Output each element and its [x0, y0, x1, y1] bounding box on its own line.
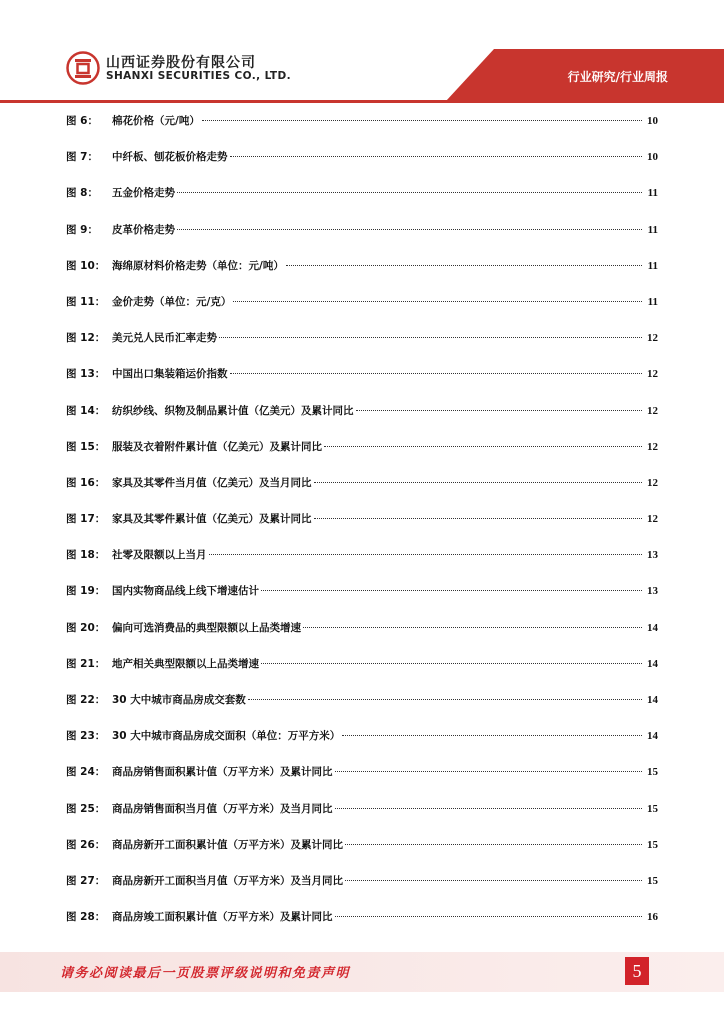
page-header — [0, 0, 724, 104]
toc-entry[interactable] — [66, 837, 658, 873]
toc-entry[interactable] — [66, 403, 658, 439]
toc-figure-number: 图 17： — [66, 513, 106, 526]
toc-entry[interactable] — [66, 258, 658, 294]
toc-entry[interactable] — [66, 801, 658, 837]
company-logo-icon — [66, 51, 100, 85]
toc-entry[interactable] — [66, 728, 658, 764]
toc-page-number: 15 — [647, 766, 658, 779]
toc-figure-title: 社零及限额以上当月 — [112, 549, 207, 562]
toc-dot-leader — [356, 410, 643, 411]
toc-figure-number: 图 22： — [66, 694, 106, 706]
toc-page-number: 12 — [647, 332, 658, 345]
figure-toc-list — [66, 113, 658, 945]
toc-figure-title: 中国出口集装箱运价指数 — [112, 368, 228, 381]
toc-figure-title: 美元兑人民币汇率走势 — [112, 332, 217, 345]
toc-figure-number: 图 8： — [66, 187, 98, 200]
toc-page-number: 14 — [647, 621, 658, 634]
toc-entry[interactable] — [66, 330, 658, 366]
toc-figure-number: 图 24： — [66, 766, 106, 779]
toc-page-number: 11 — [647, 187, 658, 200]
toc-figure-title: 海绵原材料价格走势（单位：元/吨） — [112, 259, 284, 272]
toc-page-number: 13 — [647, 585, 658, 598]
toc-figure-title: 地产相关典型限额以上品类增速 — [112, 657, 259, 670]
toc-dot-leader — [248, 699, 642, 700]
toc-dot-leader — [342, 735, 642, 736]
toc-figure-number: 图 9： — [66, 223, 98, 236]
toc-dot-leader — [233, 301, 642, 302]
report-section-label: 行业研究/行业周报 — [567, 70, 668, 84]
toc-figure-number: 图 15： — [66, 440, 106, 453]
toc-page-number: 14 — [647, 657, 658, 670]
toc-figure-title: 30 大中城市商品房成交套数 — [112, 694, 246, 706]
toc-entry[interactable] — [66, 113, 658, 149]
toc-figure-number: 图 16： — [66, 476, 106, 489]
toc-figure-number: 图 25： — [66, 802, 106, 815]
toc-figure-title: 服装及衣着附件累计值（亿美元）及累计同比 — [112, 440, 322, 453]
toc-page-number: 12 — [647, 404, 658, 417]
toc-figure-title: 家具及其零件累计值（亿美元）及累计同比 — [112, 513, 312, 526]
toc-dot-leader — [177, 229, 642, 230]
toc-entry[interactable] — [66, 149, 658, 185]
toc-figure-title: 商品房竣工面积累计值（万平方米）及累计同比 — [112, 911, 333, 924]
toc-dot-leader — [261, 663, 642, 664]
toc-entry[interactable] — [66, 366, 658, 402]
toc-entry[interactable] — [66, 185, 658, 221]
toc-figure-number: 图 11： — [66, 295, 106, 308]
toc-dot-leader — [345, 844, 642, 845]
toc-dot-leader — [335, 808, 643, 809]
toc-figure-number: 图 7： — [66, 151, 98, 164]
toc-figure-title: 商品房销售面积当月值（万平方米）及当月同比 — [112, 802, 333, 815]
toc-figure-title: 偏向可选消费品的典型限额以上品类增速 — [112, 621, 301, 634]
toc-page-number: 10 — [647, 115, 658, 127]
toc-entry[interactable] — [66, 873, 658, 909]
toc-page-number: 13 — [647, 549, 658, 562]
toc-figure-number: 图 18： — [66, 549, 106, 562]
toc-figure-number: 图 12： — [66, 332, 106, 345]
toc-page-number: 12 — [647, 368, 658, 381]
toc-entry[interactable] — [66, 439, 658, 475]
toc-figure-number: 图 14： — [66, 404, 106, 417]
toc-page-number: 15 — [647, 802, 658, 815]
toc-figure-title: 商品房新开工面积累计值（万平方米）及累计同比 — [112, 838, 343, 851]
toc-dot-leader — [261, 590, 642, 591]
toc-entry[interactable] — [66, 764, 658, 800]
toc-entry[interactable] — [66, 692, 658, 728]
toc-dot-leader — [335, 771, 643, 772]
toc-dot-leader — [230, 156, 643, 157]
toc-dot-leader — [209, 554, 643, 555]
toc-dot-leader — [286, 265, 642, 266]
toc-dot-leader — [314, 482, 643, 483]
toc-dot-leader — [314, 518, 643, 519]
toc-entry[interactable] — [66, 656, 658, 692]
toc-page-number: 11 — [647, 259, 658, 272]
toc-figure-number: 图 20： — [66, 621, 106, 634]
toc-dot-leader — [202, 120, 642, 121]
toc-dot-leader — [219, 337, 642, 338]
toc-entry[interactable] — [66, 294, 658, 330]
footer-disclaimer: 请务必阅读最后一页股票评级说明和免责声明 — [60, 966, 351, 981]
toc-figure-number: 图 6： — [66, 115, 98, 127]
toc-figure-title: 商品房新开工面积当月值（万平方米）及当月同比 — [112, 874, 343, 887]
toc-entry[interactable] — [66, 475, 658, 511]
toc-figure-title: 棉花价格（元/吨） — [112, 115, 200, 127]
toc-entry[interactable] — [66, 222, 658, 258]
toc-figure-number: 图 21： — [66, 657, 106, 670]
toc-dot-leader — [303, 627, 642, 628]
company-name-cn: 山西证券股份有限公司 — [106, 55, 256, 71]
toc-figure-title: 国内实物商品线上线下增速估计 — [112, 585, 259, 598]
toc-figure-number: 图 27： — [66, 874, 106, 887]
toc-dot-leader — [230, 373, 643, 374]
toc-page-number: 10 — [647, 151, 658, 164]
toc-figure-title: 商品房销售面积累计值（万平方米）及累计同比 — [112, 766, 333, 779]
toc-page-number: 11 — [647, 295, 658, 308]
toc-page-number: 15 — [647, 874, 658, 887]
toc-figure-number: 图 28： — [66, 911, 106, 924]
toc-entry[interactable] — [66, 909, 658, 945]
toc-figure-title: 家具及其零件当月值（亿美元）及当月同比 — [112, 476, 312, 489]
toc-page-number: 12 — [647, 513, 658, 526]
toc-page-number: 16 — [647, 911, 658, 924]
toc-figure-number: 图 26： — [66, 838, 106, 851]
toc-entry[interactable] — [66, 511, 658, 547]
toc-entry[interactable] — [66, 620, 658, 656]
toc-page-number: 11 — [647, 223, 658, 236]
toc-figure-number: 图 19： — [66, 585, 106, 598]
toc-figure-number: 图 13： — [66, 368, 106, 381]
toc-figure-title: 30 大中城市商品房成交面积（单位：万平方米） — [112, 730, 341, 743]
toc-dot-leader — [177, 192, 642, 193]
toc-figure-title: 皮革价格走势 — [112, 223, 175, 236]
toc-entry[interactable] — [66, 583, 658, 619]
company-name-en: SHANXI SECURITIES CO., LTD. — [106, 70, 291, 82]
toc-page-number: 14 — [647, 694, 658, 706]
toc-page-number: 15 — [647, 838, 658, 851]
toc-page-number: 12 — [647, 440, 658, 453]
toc-dot-leader — [335, 916, 643, 917]
toc-figure-title: 金价走势（单位：元/克） — [112, 295, 232, 308]
toc-figure-title: 中纤板、刨花板价格走势 — [112, 151, 228, 164]
toc-entry[interactable] — [66, 547, 658, 583]
toc-figure-number: 图 23： — [66, 730, 106, 743]
toc-page-number: 14 — [647, 730, 658, 743]
toc-dot-leader — [345, 880, 642, 881]
toc-page-number: 12 — [647, 476, 658, 489]
toc-dot-leader — [324, 446, 642, 447]
page-number: 5 — [625, 957, 649, 985]
toc-figure-title: 五金价格走势 — [112, 187, 175, 200]
header-rule — [0, 100, 724, 103]
toc-figure-number: 图 10： — [66, 259, 106, 272]
toc-figure-title: 纺织纱线、织物及制品累计值（亿美元）及累计同比 — [112, 404, 354, 417]
